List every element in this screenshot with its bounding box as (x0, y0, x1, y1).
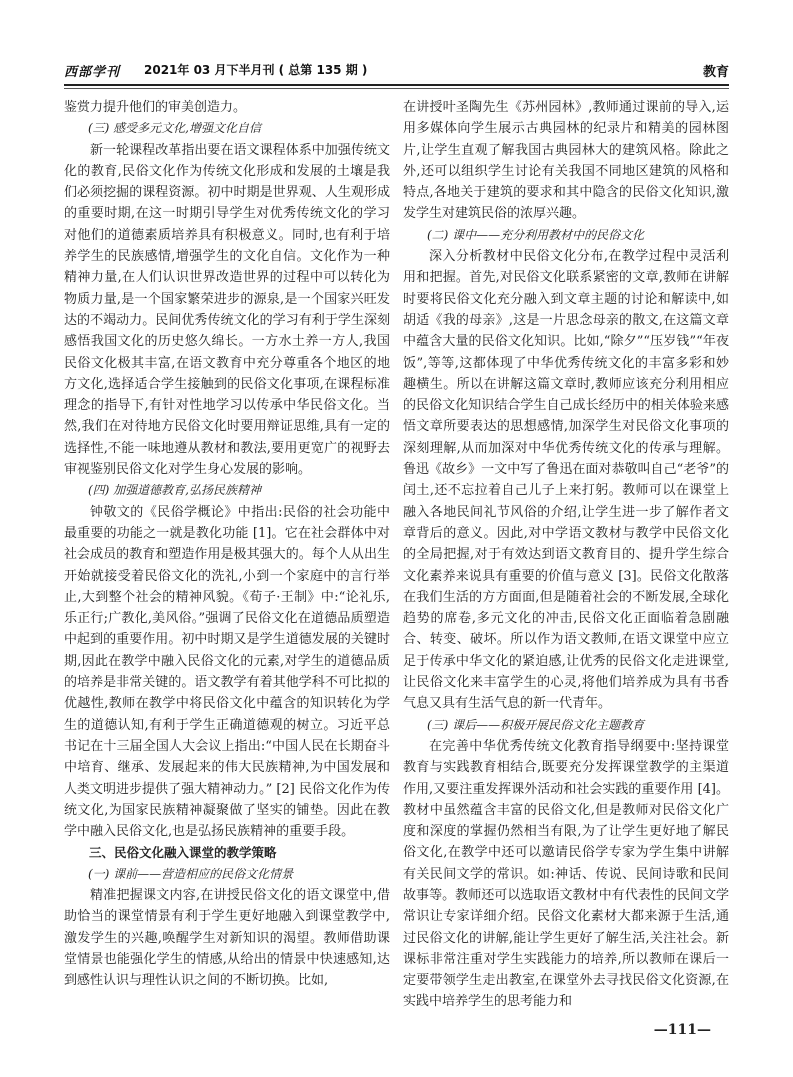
page-number: —111— (653, 1022, 711, 1038)
section-label: 教育 (702, 65, 729, 80)
paragraph-continued: 鉴赏力提升他们的审美创造力。 (64, 100, 247, 115)
page-header (64, 53, 729, 83)
journal-logo: 西部学刊 (64, 65, 121, 80)
paragraph: 精准把握课文内容,在讲授民俗文化的语文课堂中,借助恰当的课堂情景有利于学生更好地融入到课堂教学中,激发学生的兴趣,唤醒学生对新知识的渴望。教师借助课堂情景也能强化学生的情感,从给出的情景中快速感知,达到感性认识与理性认识之间的不断切换。比如, (64, 887, 390, 989)
subsection-heading: (一) 课前——营造相应的民俗文化情景 (88, 866, 294, 881)
left-column (64, 97, 390, 1027)
header-rule-thick (64, 84, 729, 86)
subsection-heading: (三) 感受多元文化,增强文化自信 (88, 121, 261, 136)
subsection-heading: (四) 加强道德教育,弘扬民族精神 (88, 483, 261, 498)
subsection-heading: (二) 课中——充分利用教材中的民俗文化 (427, 227, 645, 242)
paragraph: 钟敬文的《民俗学概论》中指出:民俗的社会功能中最重要的功能之一就是教化功能 [1]。它在社会群体中对社会成员的教育和塑造作用是极其强大的。每个人从出生开始就接受着民俗文化的洗礼,小到一个家庭中的言行举止,大到整个社会的精神风貌。《荀子·王制》中:“论礼乐,乐正行;广教化,美风俗。”强调了民俗文化在道德品质塑造中起到的重要作用。初中时期又是学生道德发展的关键时期,因此在教学中融入民俗文化的元素,对学生的道德品质的培养是非常关键的。语文教学有着其他学科不可比拟的优越性,教师在教学中将民俗文化中蕴含的知识转化为学生的道德认知,有利于学生正确道德观的树立。习近平总书记在十三届全国人大会议上指出:“中国人民在长期奋斗中培育、继承、发展起来的伟大民族精神,为中国发展和人类文明进步提供了强大精神动力。” [2] 民俗文化作为传统文化,为国家民族精神凝聚做了坚实的铺垫。因此在教学中融入民俗文化,也是弘扬民族精神的重要手段。 (64, 504, 390, 840)
section-heading: 三、民俗文化融入课堂的教学策略 (89, 845, 277, 861)
paragraph: 在完善中华优秀传统文化教育指导纲要中:坚持课堂教育与实践教育相结合,既要充分发挥课堂教学的主渠道作用,又要注重发挥课外活动和社会实践的重要作用 [4]。教材中虽然蕴含丰富的民俗文化,但是教师对民俗文化广度和深度的掌握仍然相当有限,为了让学生更好地了解民俗文化,在教学中还可以邀请民俗学专家为学生集中讲解有关民间文学的常识。如:神话、传说、民间诗歌和民间故事等。教师还可以选取语文教材中有代表性的民间文学常识让专家详细介绍。民俗文化素材大都来源于生活,通过民俗文化的讲解,能让学生更好了解生活,关注社会。新课标非常注重对学生实践能力的培养,所以教师在课后一定要带领学生走出教室,在课堂外去寻找民俗文化资源,在实践中培养学生的思考能力和 (403, 738, 729, 1010)
issue-info: 2021年 03 月下半月刊 ( 总第 135 期 ) (144, 63, 368, 77)
header-rule-thin (64, 88, 729, 89)
paragraph: 新一轮课程改革指出要在语文课程体系中加强传统文化的教育,民俗文化作为传统文化形成和发展的土壤是我们必须挖掘的课程资源。初中时期是世界观、人生观形成的重要时期,在这一时期引导学生对优秀传统文化的学习对他们的道德素质培养具有积极意义。同时,也有利于培养学生的民族感情,增强学生的文化自信。文化作为一种精神力量,在人们认识世界改造世界的过程中可以转化为物质力量,是一个国家繁荣进步的源泉,是一个国家兴旺发达的不竭动力。民间优秀传统文化的学习有利于学生深刻感悟我国文化的历史悠久绵长。一方水土养一方人,我国民俗文化极其丰富,在语文教育中充分尊重各个地区的地方文化,选择适合学生接触到的民俗文化事项,在课程标准理念的指导下,有针对性地学习以传承中华民俗文化。当然,我们在对待地方民俗文化时要用辩证思维,具有一定的选择性,不能一味地遵从教材和教法,要用更宽广的视野去审视鉴别民俗文化对学生身心发展的影响。 (64, 142, 390, 478)
subsection-heading: (三) 课后——积极开展民俗文化主题教育 (427, 717, 645, 732)
paragraph-continued: 在讲授叶圣陶先生《苏州园林》,教师通过课前的导入,运用多媒体向学生展示古典园林的纪录片和精美的园林图片,让学生直观了解我国古典园林大的建筑风格。除此之外,还可以组织学生讨论有关我国不同地区建筑的风格和特点,各地关于建筑的要求和其中隐含的民俗文化知识,激发学生对建筑民俗的浓厚兴趣。 (403, 100, 729, 222)
paragraph: 深入分析教材中民俗文化分布,在教学过程中灵活利用和把握。首先,对民俗文化联系紧密的文章,教师在讲解时要将民俗文化充分融入到文章主题的讨论和解读中,如胡适《我的母亲》,这是一片思念母亲的散文,在这篇文章中蕴含大量的民俗文化知识。比如,“除夕”“压岁钱”“年夜饭”,等等,这都体现了中华优秀传统文化的丰富多彩和妙趣横生。所以在讲解这篇文章时,教师应该充分利用相应的民俗文化知识结合学生自己成长经历中的相关体验来感悟文章所要表达的思想感情,加深学生对民俗文化事项的深刻理解,从而加深对中华优秀传统文化的传承与理解。鲁迅《故乡》一文中写了鲁迅在面对恭敬叫自己“老爷”的闰土,还不忘拉着自己儿子上来打躬。教师可以在课堂上融入各地民间礼节风俗的介绍,让学生进一步了解作者文章背后的意义。因此,对中学语文教材与教学中民俗文化的全局把握,对于有效达到语文教育目的、提升学生综合文化素养来说具有重要的价值与意义 [3]。民俗文化散落在我们生活的方方面面,但是随着社会的不断发展,全球化趋势的席卷,多元文化的冲击,民俗文化正面临着急剧融合、转变、破坏。所以作为语文教师,在语文课堂中应立足于传承中华文化的紧迫感,让优秀的民俗文化走进课堂,让民俗文化来丰富学生的心灵,将他们培养成为具有书香气息又具有生活气息的新一代青年。 (403, 249, 729, 712)
right-column (403, 97, 729, 1027)
